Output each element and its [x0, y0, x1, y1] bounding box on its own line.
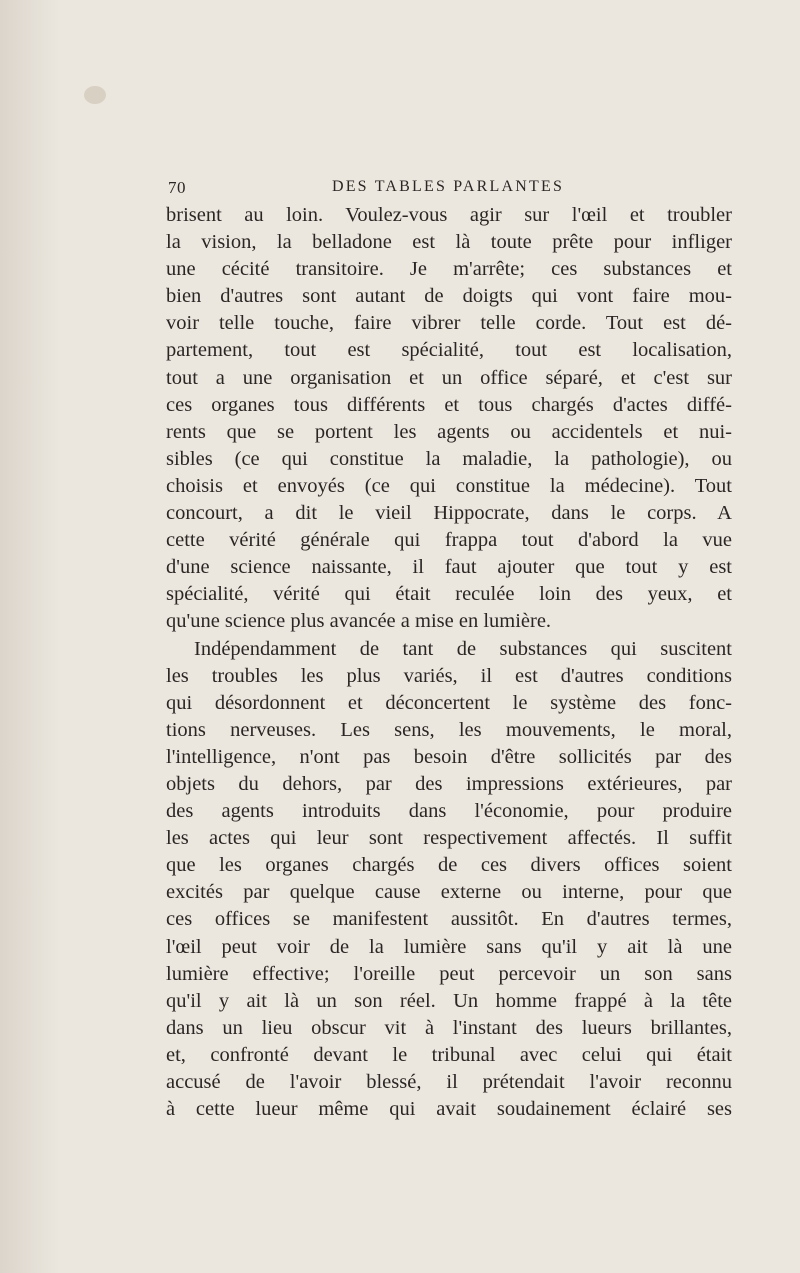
text-line: tout a une organisation et un office séparé, et c'est sur — [166, 366, 732, 389]
text-line: les troubles les plus variés, il est d'autres conditions — [166, 664, 732, 687]
text-line: des agents introduits dans l'économie, pour produire — [166, 800, 732, 823]
text-line: tions nerveuses. Les sens, les mouvements, le moral, — [166, 718, 732, 741]
paper-stain — [84, 86, 106, 104]
text-line: accusé de l'avoir blessé, il prétendait l'avoir reconnu — [166, 1071, 732, 1093]
text-line: choisis et envoyés (ce qui constitue la médecine). Tout — [166, 474, 732, 497]
text-line: à cette lueur même qui avait soudainement éclairé ses — [166, 1098, 732, 1121]
text-line: rents que se portent les agents ou accidentels et nui- — [166, 420, 732, 443]
text-line: qu'il y ait là un son réel. Un homme frappé à la tête — [166, 989, 732, 1012]
text-line: dans un lieu obscur vit à l'instant des lueurs brillantes, — [166, 1016, 732, 1039]
body-text — [166, 202, 732, 1123]
text-line: les actes qui leur sont respectivement affectés. Il suffit — [166, 827, 732, 850]
page-header — [168, 178, 728, 200]
text-line: cette vérité générale qui frappa tout d'abord la vue — [166, 529, 732, 552]
text-line: l'œil peut voir de la lumière sans qu'il y ait là une — [166, 935, 732, 958]
text-line: l'intelligence, n'ont pas besoin d'être sollicités par des — [166, 745, 732, 768]
text-line: Indépendamment de tant de substances qui suscitent — [194, 637, 732, 660]
text-line: que les organes chargés de ces divers offices soient — [166, 854, 732, 877]
text-line: qui désordonnent et déconcertent le système des fonc- — [166, 691, 732, 714]
text-line: objets du dehors, par des impressions extérieures, par — [166, 772, 732, 795]
text-line: bien d'autres sont autant de doigts qui vont faire mou- — [166, 285, 732, 308]
text-line: partement, tout est spécialité, tout est localisation, — [166, 339, 732, 362]
text-line: d'une science naissante, il faut ajouter que tout y est — [166, 556, 732, 579]
text-line: voir telle touche, faire vibrer telle corde. Tout est dé- — [166, 312, 732, 335]
text-line: concourt, a dit le vieil Hippocrate, dans le corps. A — [166, 502, 732, 525]
text-line: excités par quelque cause externe ou interne, pour que — [166, 881, 732, 904]
text-line: spécialité, vérité qui était reculée loin des yeux, et — [166, 583, 732, 606]
text-line: la vision, la belladone est là toute prête pour infliger — [166, 231, 732, 254]
text-line: ces organes tous différents et tous chargés d'actes diffé- — [166, 393, 732, 416]
text-line: qu'une science plus avancée a mise en lumière. — [166, 610, 552, 633]
text-line: une cécité transitoire. Je m'arrête; ces substances et — [166, 258, 732, 281]
text-line: lumière effective; l'oreille peut percevoir un son sans — [166, 962, 732, 985]
text-line: brisent au loin. Voulez-vous agir sur l'œil et troubler — [166, 204, 732, 226]
page-number: 70 — [168, 178, 186, 197]
running-title: DES TABLES PARLANTES — [331, 178, 565, 195]
text-line: ces offices se manifestent aussitôt. En d'autres termes, — [166, 908, 732, 931]
text-line: sibles (ce qui constitue la maladie, la pathologie), ou — [166, 447, 732, 470]
text-line: et, confronté devant le tribunal avec celui qui était — [166, 1043, 732, 1066]
page-fold-shadow — [0, 0, 60, 1273]
